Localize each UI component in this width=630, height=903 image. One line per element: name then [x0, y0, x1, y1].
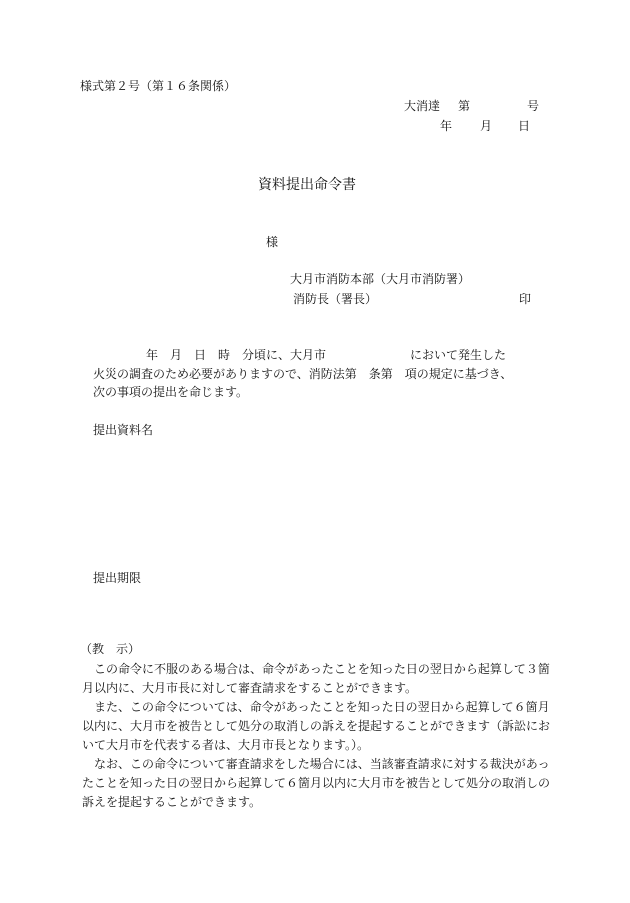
date-month: 月: [480, 119, 493, 133]
doc-number-suffix: 号: [527, 99, 540, 113]
seal-mark: 印: [519, 292, 532, 306]
materials-label: 提出資料名: [93, 423, 154, 437]
instruction-para-3: なお、この命令について審査請求をした場合には、当該審査請求に対する裁決があったことを知った日の翌日から起算して６箇月以内に大月市を被告として処分の取消しの訴えを提起することができます。: [82, 757, 551, 809]
body-line-3: 次の事項の提出を命じます。: [93, 385, 249, 399]
body-line-1: 年 月 日 時 分頃に、大月市 において発生した: [146, 348, 507, 362]
deadline-label: 提出期限: [93, 571, 142, 585]
body-line-2: 火災の調査のため必要がありますので、消防法第 条第 項の規定に基づき、: [93, 367, 513, 381]
recipient-suffix: 様: [266, 235, 279, 249]
doc-number-prefix: 大消達: [404, 99, 441, 113]
instruction-body: [82, 660, 552, 812]
doc-number-mid: 第: [458, 99, 471, 113]
issuer-chief: 消防長（署長）: [293, 292, 378, 306]
document-title: 資料提出命令書: [258, 177, 356, 193]
issuer-dept: 大月市消防本部（大月市消防署）: [290, 272, 471, 286]
form-id: 様式第２号（第１６条関係）: [80, 79, 237, 93]
instruction-para-1: この命令に不服のある場合は、命令があったことを知った日の翌日から起算して３箇月以内に、大月市長に対して審査請求をすることができます。: [82, 662, 550, 695]
date-year: 年: [440, 119, 453, 133]
instruction-heading: （教 示）: [80, 642, 141, 656]
instruction-para-2: また、この命令については、命令があったことを知った日の翌日から起算して６箇月以内に、大月市を被告として処分の取消しの訴えを提起することができます（訴訟において大月市を代表する者は、大月市長となります。）。: [82, 700, 551, 752]
date-day: 日: [518, 119, 531, 133]
